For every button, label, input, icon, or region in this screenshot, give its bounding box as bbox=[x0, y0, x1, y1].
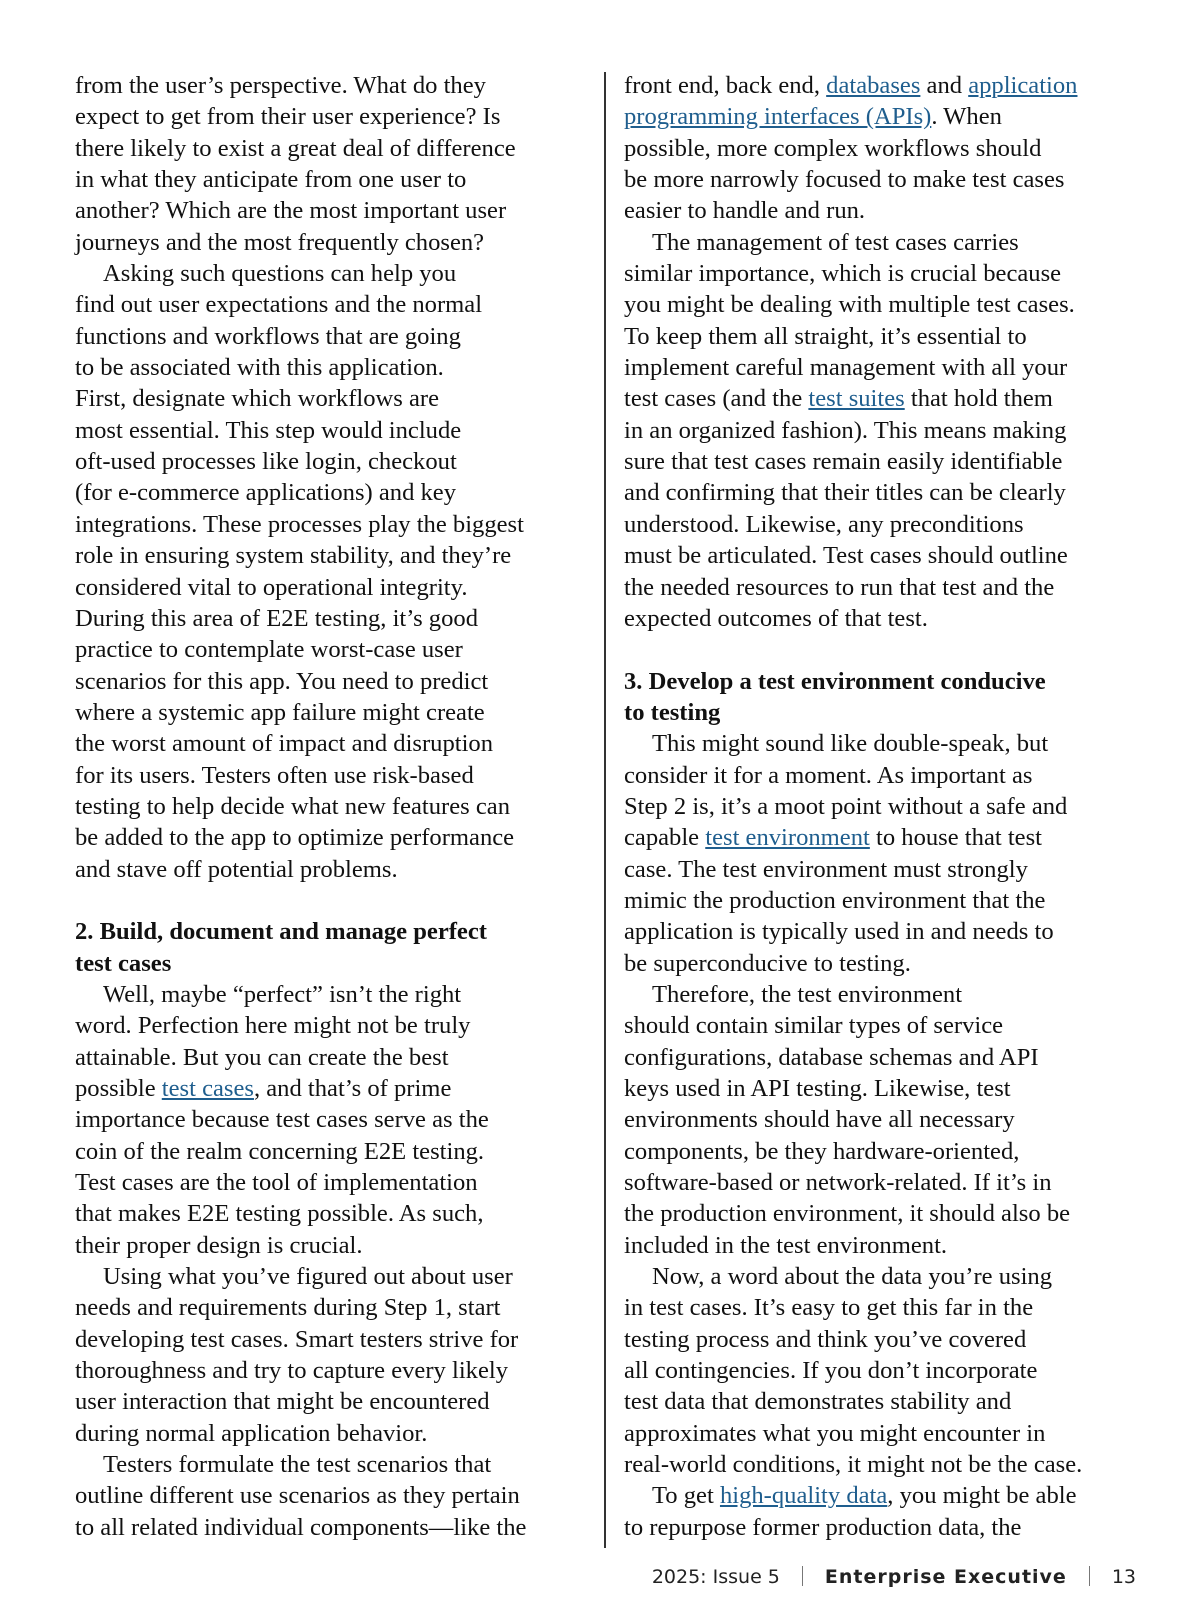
text-line bbox=[624, 383, 1144, 414]
section-heading-line: 3. Develop a test environment conducive bbox=[624, 667, 1046, 695]
text-line: in what they anticipate from one user to bbox=[75, 166, 467, 194]
text-segment: possible bbox=[75, 1075, 162, 1102]
text-line: software-based or network-related. If it’s in bbox=[624, 1169, 1052, 1197]
column-divider bbox=[604, 72, 606, 1548]
text-line: consider it for a moment. As important as bbox=[624, 761, 1033, 789]
text-line: case. The test environment must strongly bbox=[624, 855, 1028, 883]
text-line: practice to contemplate worst-case user bbox=[75, 636, 463, 664]
page-footer bbox=[652, 1566, 1136, 1588]
text-line: sure that test cases remain easily identifiable bbox=[624, 448, 1063, 476]
text-line: expect to get from their user experience? Is bbox=[75, 103, 501, 131]
text-line: thoroughness and try to capture every likely bbox=[75, 1357, 508, 1385]
text-line: you might be dealing with multiple test cases. bbox=[624, 291, 1075, 319]
text-line: be added to the app to optimize performance bbox=[75, 824, 515, 852]
text-line bbox=[624, 70, 1144, 101]
text-line: be superconducive to testing. bbox=[624, 949, 911, 977]
text-line: attainable. But you can create the best bbox=[75, 1043, 449, 1071]
text-line: functions and workflows that are going bbox=[75, 322, 461, 350]
text-line: must be articulated. Test cases should outline bbox=[624, 542, 1068, 570]
text-line: the needed resources to run that test and the bbox=[624, 573, 1055, 601]
text-line: Therefore, the test environment bbox=[652, 980, 963, 1008]
text-line: to be associated with this application. bbox=[75, 354, 444, 382]
text-line: testing to help decide what new features can bbox=[75, 792, 511, 820]
text-line: in an organized fashion). This means making bbox=[624, 416, 1067, 444]
text-line: expected outcomes of that test. bbox=[624, 604, 928, 632]
text-line: approximates what you might encounter in bbox=[624, 1419, 1046, 1447]
text-segment: and bbox=[920, 72, 969, 99]
text-line: This might sound like double-speak, but bbox=[652, 730, 1049, 758]
text-line: implement careful management with all your bbox=[624, 354, 1068, 382]
text-line: and stave off potential problems. bbox=[75, 855, 398, 883]
text-line: test data that demonstrates stability and bbox=[624, 1388, 1012, 1416]
section-heading-line: to testing bbox=[624, 698, 721, 726]
text-segment: test cases (and the bbox=[624, 385, 809, 413]
text-line: oft-used processes like login, checkout bbox=[75, 448, 457, 476]
text-line: possible, more complex workflows should bbox=[624, 134, 1042, 162]
text-line: The management of test cases carries bbox=[652, 228, 1019, 256]
text-line: easier to handle and run. bbox=[624, 197, 866, 225]
inline-link[interactable]: programming interfaces (APIs) bbox=[624, 103, 932, 131]
text-line: the production environment, it should also be bbox=[624, 1200, 1071, 1228]
left-column bbox=[75, 70, 595, 1543]
text-line: Well, maybe “perfect” isn’t the right bbox=[103, 980, 462, 1008]
text-segment: . When bbox=[931, 103, 1002, 131]
text-line: to all related individual components—like the bbox=[75, 1513, 527, 1541]
text-line: understood. Likewise, any preconditions bbox=[624, 510, 1024, 538]
text-line: find out user expectations and the normal bbox=[75, 291, 483, 319]
text-line: be more narrowly focused to make test cases bbox=[624, 166, 1065, 194]
text-line: To keep them all straight, it’s essential to bbox=[624, 322, 1027, 350]
text-line: Test cases are the tool of implementation bbox=[75, 1169, 478, 1197]
text-line: real-world conditions, it might not be the case. bbox=[624, 1451, 1083, 1479]
text-line bbox=[75, 1073, 595, 1104]
text-line bbox=[624, 101, 1144, 132]
text-line: most essential. This step would include bbox=[75, 416, 462, 444]
publication-name: Enterprise Executive bbox=[824, 1566, 1067, 1588]
text-line: their proper design is crucial. bbox=[75, 1231, 363, 1259]
text-line: First, designate which workflows are bbox=[75, 385, 440, 413]
text-line: scenarios for this app. You need to predict bbox=[75, 667, 489, 695]
text-segment: capable bbox=[624, 824, 706, 852]
issue-label: 2025: Issue 5 bbox=[651, 1566, 780, 1588]
text-line: importance because test cases serve as the bbox=[75, 1106, 489, 1134]
text-line: similar importance, which is crucial because bbox=[624, 260, 1062, 288]
text-line: Testers formulate the test scenarios that bbox=[103, 1451, 492, 1479]
text-line bbox=[624, 822, 1144, 853]
text-line: integrations. These processes play the biggest bbox=[75, 510, 524, 538]
text-line: keys used in API testing. Likewise, test bbox=[624, 1075, 1011, 1102]
text-line: components, be they hardware-oriented, bbox=[624, 1137, 1020, 1165]
page-number: 13 bbox=[1111, 1566, 1136, 1588]
text-line: all contingencies. If you don’t incorporate bbox=[624, 1357, 1038, 1385]
inline-link[interactable]: high-quality data bbox=[719, 1482, 888, 1510]
text-segment: to house that test bbox=[869, 824, 1042, 852]
inline-link[interactable]: test cases bbox=[161, 1075, 254, 1102]
inline-link[interactable]: databases bbox=[826, 72, 921, 99]
text-line: considered vital to operational integrity. bbox=[75, 573, 468, 601]
text-line: journeys and the most frequently chosen? bbox=[75, 228, 485, 256]
text-line: included in the test environment. bbox=[624, 1231, 948, 1259]
text-line: and confirming that their titles can be clearly bbox=[624, 479, 1066, 507]
text-line: that makes E2E testing possible. As such, bbox=[75, 1200, 484, 1228]
text-line: mimic the production environment that the bbox=[624, 886, 1046, 914]
text-line: for its users. Testers often use risk-based bbox=[75, 761, 474, 789]
text-segment: To get bbox=[652, 1482, 720, 1510]
text-line: (for e-commerce applications) and key bbox=[75, 479, 457, 507]
text-line: Using what you’ve figured out about user bbox=[103, 1263, 513, 1291]
section-heading-line: 2. Build, document and manage perfect bbox=[75, 918, 487, 946]
inline-link[interactable]: test environment bbox=[705, 824, 870, 852]
inline-link[interactable]: test suites bbox=[808, 385, 905, 413]
text-line: in test cases. It’s easy to get this far in the bbox=[624, 1294, 1034, 1322]
paragraph-gap bbox=[624, 634, 1144, 665]
text-line: developing test cases. Smart testers strive for bbox=[75, 1325, 519, 1353]
text-line: user interaction that might be encountered bbox=[75, 1388, 490, 1416]
footer-separator bbox=[802, 1566, 803, 1586]
text-segment: that hold them bbox=[904, 385, 1053, 413]
text-line: to repurpose former production data, the bbox=[624, 1513, 1022, 1541]
text-line: role in ensuring system stability, and they’re bbox=[75, 542, 512, 570]
text-segment: , and that’s of prime bbox=[253, 1075, 452, 1102]
text-line: Step 2 is, it’s a moot point without a safe and bbox=[624, 792, 1068, 820]
text-line: environments should have all necessary bbox=[624, 1106, 1015, 1134]
text-line: testing process and think you’ve covered bbox=[624, 1325, 1027, 1353]
text-line: coin of the realm concerning E2E testing. bbox=[75, 1137, 485, 1165]
paragraph-gap bbox=[75, 885, 595, 916]
text-line: Asking such questions can help you bbox=[103, 260, 457, 288]
right-column bbox=[624, 70, 1144, 1543]
text-line: word. Perfection here might not be truly bbox=[75, 1012, 471, 1040]
text-line: another? Which are the most important user bbox=[75, 197, 507, 225]
text-line: during normal application behavior. bbox=[75, 1419, 428, 1447]
text-line: outline different use scenarios as they pertain bbox=[75, 1482, 520, 1510]
text-line: there likely to exist a great deal of difference bbox=[75, 134, 516, 162]
text-line: from the user’s perspective. What do they bbox=[75, 72, 486, 99]
text-line: needs and requirements during Step 1, start bbox=[75, 1294, 501, 1322]
footer-separator bbox=[1089, 1566, 1090, 1586]
text-line: Now, a word about the data you’re using bbox=[652, 1263, 1052, 1291]
text-segment: , you might be able bbox=[887, 1482, 1077, 1510]
text-line bbox=[624, 1480, 1144, 1511]
inline-link[interactable]: application bbox=[968, 72, 1078, 99]
text-line: application is typically used in and needs to bbox=[624, 918, 1054, 946]
text-segment: front end, back end, bbox=[624, 72, 827, 99]
text-line: where a systemic app failure might create bbox=[75, 698, 485, 726]
text-line: During this area of E2E testing, it’s good bbox=[75, 604, 478, 632]
text-line: should contain similar types of service bbox=[624, 1012, 1004, 1040]
text-line: the worst amount of impact and disruption bbox=[75, 730, 494, 758]
text-line: configurations, database schemas and API bbox=[624, 1043, 1039, 1071]
section-heading-line: test cases bbox=[75, 949, 172, 977]
